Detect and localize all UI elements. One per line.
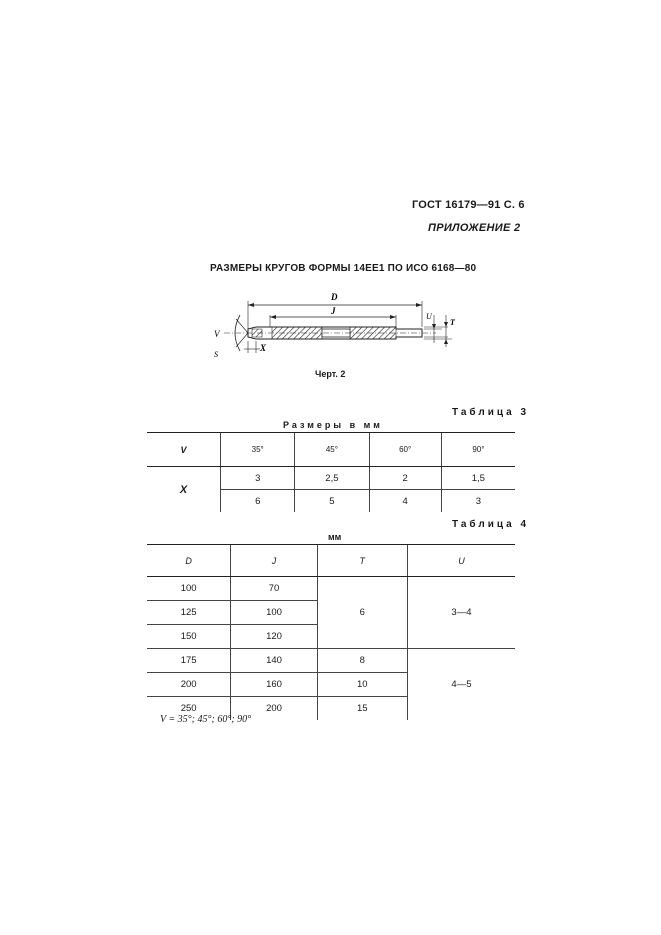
table-cell-j: 140 xyxy=(231,649,317,673)
table3-header-row xyxy=(147,433,515,467)
table-cell-d: 200 xyxy=(147,673,231,697)
table-cell: 1,5 xyxy=(441,467,515,490)
table4-header-j: J xyxy=(231,545,317,577)
dim-d-label: D xyxy=(331,292,338,302)
table-cell: 4 xyxy=(369,490,441,513)
table-row xyxy=(147,577,515,601)
table3-header-angle: 35° xyxy=(221,433,295,467)
footnote: V = 35°; 45°; 60°; 90° xyxy=(160,714,252,725)
table-cell: 5 xyxy=(295,490,369,513)
dim-j-label: J xyxy=(331,306,336,316)
table3-label: Таблица 3 xyxy=(452,407,530,418)
dim-x-label: X xyxy=(260,343,267,353)
table-cell: 3 xyxy=(221,467,295,490)
table3-unit: Размеры в мм xyxy=(283,420,383,430)
table-cell: 6 xyxy=(221,490,295,513)
table-row xyxy=(147,467,515,490)
table-cell: 2,5 xyxy=(295,467,369,490)
section-title: РАЗМЕРЫ КРУГОВ ФОРМЫ 14ЕЕ1 ПО ИСО 6168—80 xyxy=(210,263,477,274)
dim-v-label: V xyxy=(214,329,220,339)
table-cell-j: 160 xyxy=(231,673,317,697)
table-cell-u: 3—4 xyxy=(407,577,515,649)
table-cell-d: 100 xyxy=(147,577,231,601)
table-row xyxy=(147,649,515,673)
table-cell-u: 4—5 xyxy=(407,649,515,721)
table-cell: 3 xyxy=(441,490,515,513)
table-cell-j: 200 xyxy=(231,697,317,721)
dim-u-label: U xyxy=(426,312,432,321)
table-cell-d: 175 xyxy=(147,649,231,673)
table-cell-j: 100 xyxy=(231,601,317,625)
appendix-label: ПРИЛОЖЕНИЕ 2 xyxy=(428,222,521,234)
table4-unit: мм xyxy=(328,532,342,542)
table4-header-t: T xyxy=(317,545,407,577)
figure-caption: Черт. 2 xyxy=(315,369,346,379)
table-cell-t: 6 xyxy=(317,577,407,649)
dim-t-label: T xyxy=(450,318,455,327)
table-cell-j: 120 xyxy=(231,625,317,649)
table-cell-t: 15 xyxy=(317,697,407,721)
table-cell-t: 8 xyxy=(317,649,407,673)
table-cell-d: 250 xyxy=(180,703,197,714)
table4-header-u: U xyxy=(407,545,515,577)
table4-header-d: D xyxy=(147,545,231,577)
table-cell: 2 xyxy=(369,467,441,490)
table3 xyxy=(147,432,515,512)
document-header-gost: ГОСТ 16179—91 С. 6 xyxy=(412,199,525,211)
table-cell-t: 10 xyxy=(317,673,407,697)
table3-header-v: V xyxy=(147,433,221,467)
table4 xyxy=(147,544,515,720)
table-cell-d: 150 xyxy=(147,625,231,649)
table3-header-angle: 45° xyxy=(295,433,369,467)
dim-s-label: S xyxy=(214,350,218,359)
table-cell-j: 70 xyxy=(231,577,317,601)
wheel-drawing xyxy=(200,285,470,367)
table3-x-label: X xyxy=(179,483,188,496)
table3-header-angle: 60° xyxy=(369,433,441,467)
table4-label: Таблица 4 xyxy=(452,519,530,530)
table-cell-d: 125 xyxy=(147,601,231,625)
table3-header-angle: 90° xyxy=(441,433,515,467)
table4-header-row xyxy=(147,545,515,577)
